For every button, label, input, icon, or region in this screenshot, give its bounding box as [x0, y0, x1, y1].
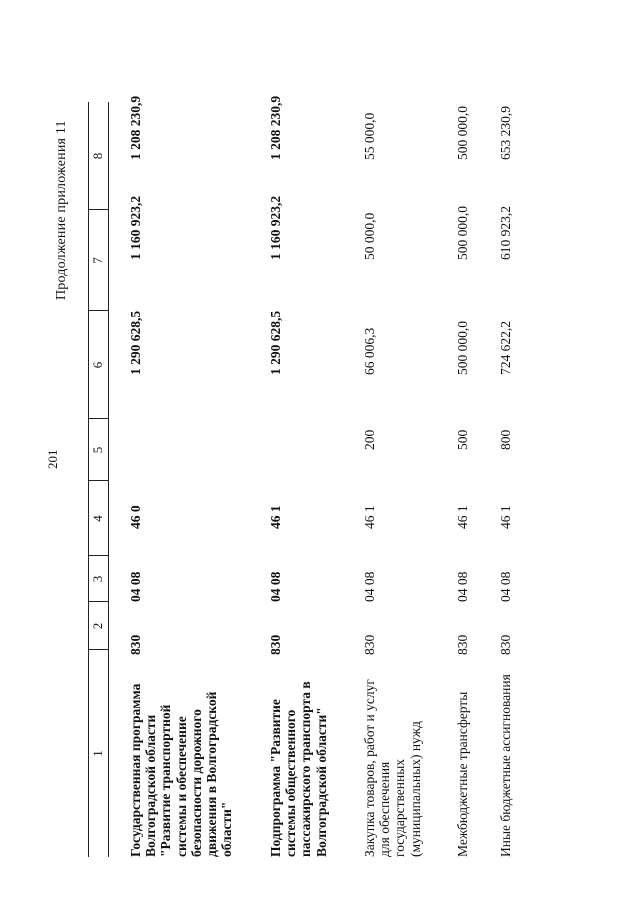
row-cell-col8: 55 000,0	[362, 112, 377, 160]
header-column-divider	[88, 418, 108, 419]
row-cell-col6: 500 000,0	[455, 321, 470, 375]
row-cell-col4: 46 1	[498, 505, 513, 529]
row-cell-col5: 200	[362, 429, 377, 450]
column-header-7: 7	[90, 257, 105, 264]
row-cell-col6: 1 290 628,5	[128, 310, 143, 375]
row-cell-col8: 500 000,0	[455, 106, 470, 160]
row-cell-col7: 1 160 923,2	[128, 195, 143, 260]
row-cell-col2: 830	[498, 634, 513, 655]
row-cell-col2: 830	[455, 634, 470, 655]
header-column-divider	[88, 310, 108, 311]
header-column-divider	[88, 601, 108, 602]
row-cell-col7: 50 000,0	[362, 212, 377, 260]
column-header-2: 2	[90, 622, 105, 630]
row-cell-col3: 04 08	[128, 571, 143, 602]
row-cell-col6: 724 622,2	[498, 321, 513, 375]
row-cell-col2: 830	[362, 634, 377, 655]
row-cell-col3: 04 08	[455, 571, 470, 602]
row-cell-col4: 46 1	[268, 505, 283, 529]
header-column-divider	[88, 209, 108, 210]
row-cell-col8: 1 208 230,9	[128, 95, 143, 160]
column-header-4: 4	[90, 515, 105, 522]
row-cell-col3: 04 08	[498, 571, 513, 602]
column-header-5: 5	[90, 446, 105, 454]
row-cell-col3: 04 08	[362, 571, 377, 602]
column-header-8: 8	[90, 152, 105, 160]
row-cell-col2: 830	[128, 634, 143, 655]
column-header-6: 6	[90, 361, 105, 369]
header-column-divider	[88, 649, 108, 650]
row-cell-col6: 66 006,3	[362, 327, 377, 375]
header-column-divider	[88, 480, 108, 481]
column-header-3: 3	[90, 575, 105, 583]
row-cell-col2: 830	[268, 634, 283, 655]
row-name: Иные бюджетные ассигнования	[498, 674, 513, 857]
row-cell-col8: 653 230,9	[498, 106, 513, 160]
row-cell-col5: 500	[455, 429, 470, 450]
row-cell-col7: 1 160 923,2	[268, 195, 283, 260]
header-column-divider	[88, 555, 108, 556]
row-cell-col7: 500 000,0	[455, 206, 470, 260]
page-number: 201	[45, 449, 60, 469]
row-cell-col4: 46 1	[455, 505, 470, 529]
row-cell-col5: 800	[498, 429, 513, 450]
row-cell-col4: 46 0	[128, 505, 143, 529]
column-header-1: 1	[90, 750, 105, 757]
continuation-title: Продолжение приложения 11	[54, 120, 69, 300]
header-bottom-border	[108, 102, 109, 857]
row-name: Межбюджетные трансферты	[455, 691, 470, 857]
row-name: Государственная программа Волгоградской области "Развитие транспортной системы и обеспечение безопасности дорожного движения в Волгоградской области"	[128, 683, 235, 857]
row-cell-col8: 1 208 230,9	[268, 95, 283, 160]
row-cell-col7: 610 923,2	[498, 206, 513, 260]
row-name: Закупка товаров, работ и услуг для обеспечения государственных (муниципальных) нужд	[362, 679, 423, 857]
row-cell-col6: 1 290 628,5	[268, 310, 283, 375]
row-name: Подпрограмма "Развитие системы общественного пассажирского транспорта в Волгоградской области"	[268, 681, 329, 857]
row-cell-col4: 46 1	[362, 505, 377, 529]
row-cell-col3: 04 08	[268, 571, 283, 602]
